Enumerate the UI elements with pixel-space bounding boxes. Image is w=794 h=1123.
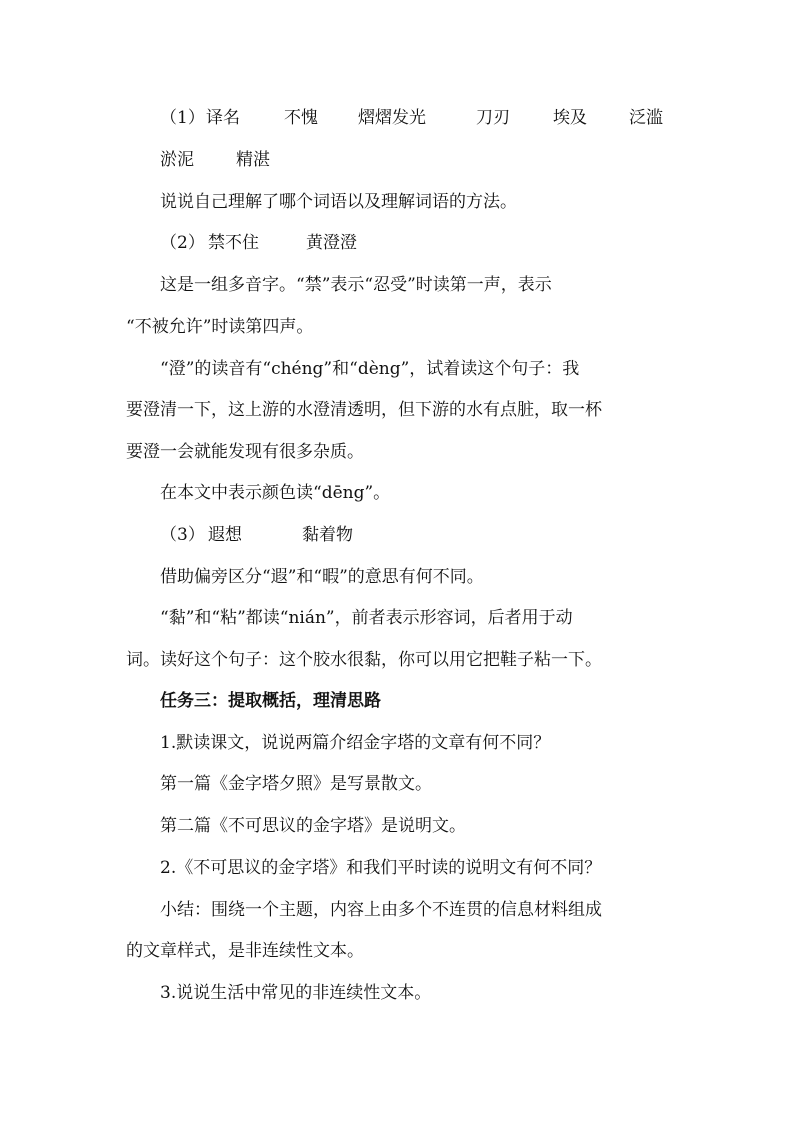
answer: 第一篇《金字塔夕照》是写景散文。 xyxy=(160,774,432,794)
vocab-word: 遐想 xyxy=(208,525,242,545)
summary: 的文章样式，是非连续性文本。 xyxy=(126,941,364,961)
vocab2-label: （2） xyxy=(160,233,205,253)
vocab-word: 黏着物 xyxy=(302,525,353,545)
paragraph: “澄”的读音有“chéng”和“dèng”，试着读这个句子：我 xyxy=(160,359,580,379)
question: 2.《不可思议的金字塔》和我们平时读的说明文有何不同？ xyxy=(160,858,602,878)
paragraph: 说说自己理解了哪个词语以及理解词语的方法。 xyxy=(160,192,517,212)
question: 1.默读课文，说说两篇介绍金字塔的文章有何不同？ xyxy=(160,733,551,753)
paragraph: 要澄一会就能发现有很多杂质。 xyxy=(126,442,364,462)
vocab-word: 不愧 xyxy=(284,108,318,128)
paragraph: “黏”和“粘”都读“nián”，前者表示形容词，后者用于动 xyxy=(160,608,573,628)
vocab1-label: （1） xyxy=(160,108,205,128)
paragraph: 这是一组多音字。“禁”表示“忍受”时读第一声，表示 xyxy=(160,275,552,295)
vocab-word: 禁不住 xyxy=(208,233,259,253)
vocab-word: 译名 xyxy=(206,108,240,128)
question: 3.说说生活中常见的非连续性文本。 xyxy=(160,983,432,1003)
paragraph: 在本文中表示颜色读“dēng”。 xyxy=(160,483,391,503)
vocab-word: 精湛 xyxy=(236,150,270,170)
answer: 第二篇《不可思议的金字塔》是说明文。 xyxy=(160,816,466,836)
vocab-word: 黄澄澄 xyxy=(306,233,357,253)
vocab-word: 埃及 xyxy=(553,108,587,128)
vocab-word: 淤泥 xyxy=(160,150,194,170)
vocab-word: 刀刃 xyxy=(476,108,510,128)
paragraph: 借助偏旁区分“遐”和“暇”的意思有何不同。 xyxy=(160,567,484,587)
paragraph: 词。读好这个句子：这个胶水很黏，你可以用它把鞋子粘一下。 xyxy=(126,650,602,670)
paragraph: 要澄清一下，这上游的水澄清透明，但下游的水有点脏，取一杯 xyxy=(126,400,602,420)
section-heading: 任务三：提取概括，理清思路 xyxy=(160,691,381,711)
vocab3-label: （3） xyxy=(160,525,205,545)
vocab-word: 泛滥 xyxy=(629,108,663,128)
summary: 小结：围绕一个主题，内容上由多个不连贯的信息材料组成 xyxy=(160,900,602,920)
vocab-word: 熠熠发光 xyxy=(358,108,426,128)
paragraph: “不被允许”时读第四声。 xyxy=(126,317,314,337)
